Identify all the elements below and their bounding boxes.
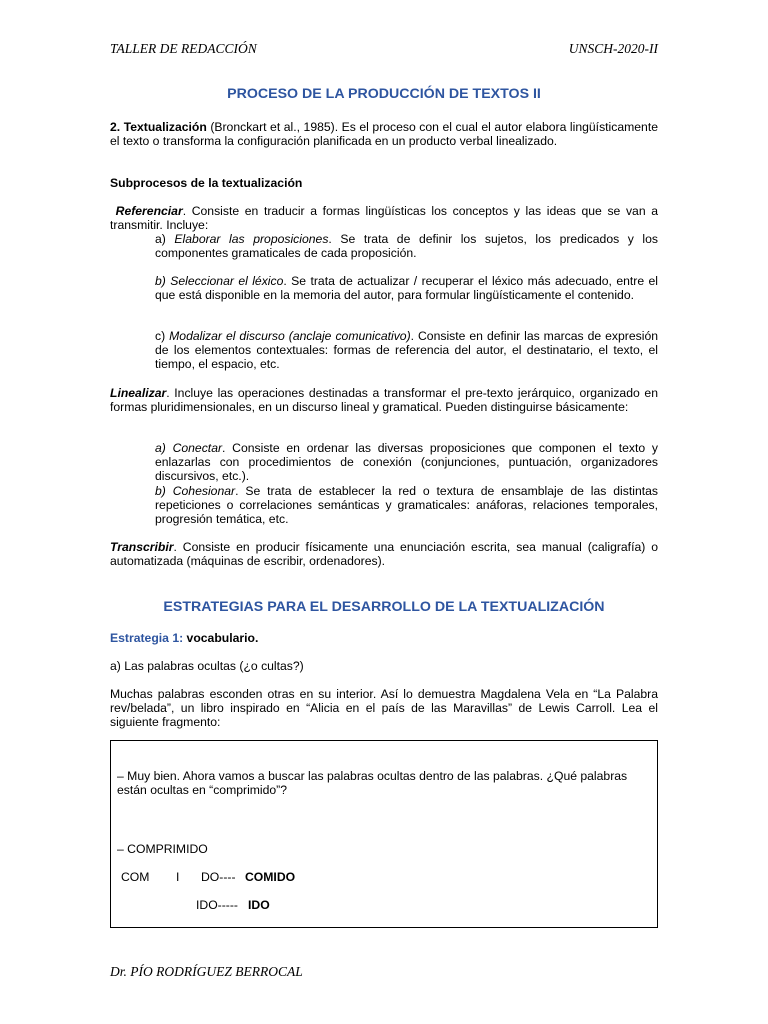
fragment-dialog: – Muy bien. Ahora vamos a buscar las palabras ocultas dentro de las palabras. ¿Qué palabras están ocultas en “comprimido”?: [117, 769, 628, 797]
cohesionar-term: b) Cohesionar: [155, 484, 236, 498]
transcribir-term: Transcribir: [110, 540, 174, 554]
textualizacion-paragraph: [110, 120, 658, 148]
fragment-word: – COMPRIMIDO: [117, 842, 208, 856]
item-a-text: . Se trata de definir los sujetos, los predicados y los componentes gramaticales de cada proposición.: [155, 232, 659, 260]
linealizar-term: Linealizar: [110, 386, 167, 400]
textualizacion-text: (Bronckart et al., 1985). Es el proceso con el cual el autor elabora lingüísticamente el texto o transforma la configuración planificada en un producto verbal linealizado.: [110, 120, 658, 148]
cohesionar-text: . Se trata de establecer la red o textura de ensamblaje de las distintas repeticiones o correlaciones semánticas y gramaticales: anáforas, relaciones temporales, progresión temática, etc.: [155, 484, 658, 526]
item-a-prefix: a): [155, 232, 175, 246]
fragment-box: [110, 740, 658, 928]
item-c-term: Modalizar el discurso (anclaje comunicativo): [169, 329, 411, 343]
linealizar-paragraph: [110, 386, 658, 414]
item-a-term: Elaborar las proposiciones: [174, 232, 329, 246]
referenciar-item-a: [155, 232, 658, 260]
conectar-text: . Consiste en ordenar las diversas proposiciones que componen el texto y enlazarlas con procedimientos de conexión (conjunciones, puntuación, organizadores discursivos, etc.).: [155, 441, 658, 483]
item-c-prefix: c): [155, 329, 170, 343]
fragment-row1-do: DO----: [201, 870, 236, 884]
subprocesos-heading: Subprocesos de la textualización: [110, 176, 303, 190]
estrategia-name: vocabulario.: [183, 631, 259, 645]
transcribir-paragraph: [110, 540, 658, 568]
fragment-row1-comido: COMIDO: [245, 870, 296, 884]
referenciar-text: . Consiste en traducir a formas lingüísticas los conceptos y las ideas que se van a transmitir. Incluye:: [110, 204, 659, 232]
linealizar-item-a: [155, 441, 658, 483]
fragment-row1-i: I: [176, 870, 180, 884]
item-b-text: . Se trata de actualizar / recuperar el léxico más adecuado, entre el que está disponible en la memoria del autor, para formular lingüísticamente el contenido.: [155, 274, 658, 302]
item-c-text: . Consiste en definir las marcas de expresión de los elementos contextuales: formas de referencia del autor, el destinatario, el texto, el tiempo, el espacio, etc.: [155, 329, 658, 371]
footer-author: Dr. PÍO RODRÍGUEZ BERROCAL: [110, 964, 303, 979]
conectar-term: a) Conectar: [155, 441, 223, 455]
referenciar-term: Referenciar: [115, 204, 183, 218]
palabras-ocultas-heading: a) Las palabras ocultas (¿o cultas?): [110, 659, 304, 673]
linealizar-text: . Incluye las operaciones destinadas a transformar el pre-texto jerárquico, organizado en formas pluridimensionales, en un discurso lineal y gramatical. Pueden distinguirse básicamente:: [110, 386, 658, 414]
referenciar-item-b: [155, 274, 658, 302]
item-b-term: b) Seleccionar el léxico: [155, 274, 284, 288]
section-title-proceso: PROCESO DE LA PRODUCCIÓN DE TEXTOS II: [227, 86, 541, 102]
referenciar-item-c: [155, 329, 658, 371]
header-term: UNSCH-2020-II: [568, 41, 658, 56]
referenciar-paragraph: [110, 204, 658, 232]
linealizar-item-b: [155, 484, 658, 526]
estrategia-label: Estrategia 1:: [110, 631, 184, 645]
intro-paragraph: Muchas palabras esconden otras en su interior. Así lo demuestra Magdalena Vela en “La Palabra rev/belada”, un libro inspirado en “Alicia en el país de las Maravillas” de Lewis Carroll. Lea el siguiente fragmento:: [110, 687, 658, 729]
fragment-row2-ido-bold: IDO: [248, 898, 270, 912]
transcribir-text: . Consiste en producir físicamente una enunciación escrita, sea manual (caligrafía) o automatizada (máquinas de escribir, ordenadores).: [110, 540, 658, 568]
fragment-row1-com: COM: [121, 870, 150, 884]
textualizacion-heading: 2. Textualización: [110, 120, 207, 134]
header-course: TALLER DE REDACCIÓN: [110, 41, 257, 56]
estrategia-heading: [110, 631, 658, 645]
section-title-estrategias: ESTRATEGIAS PARA EL DESARROLLO DE LA TEXTUALIZACIÓN: [163, 599, 605, 615]
fragment-row2-ido: IDO-----: [196, 898, 238, 912]
